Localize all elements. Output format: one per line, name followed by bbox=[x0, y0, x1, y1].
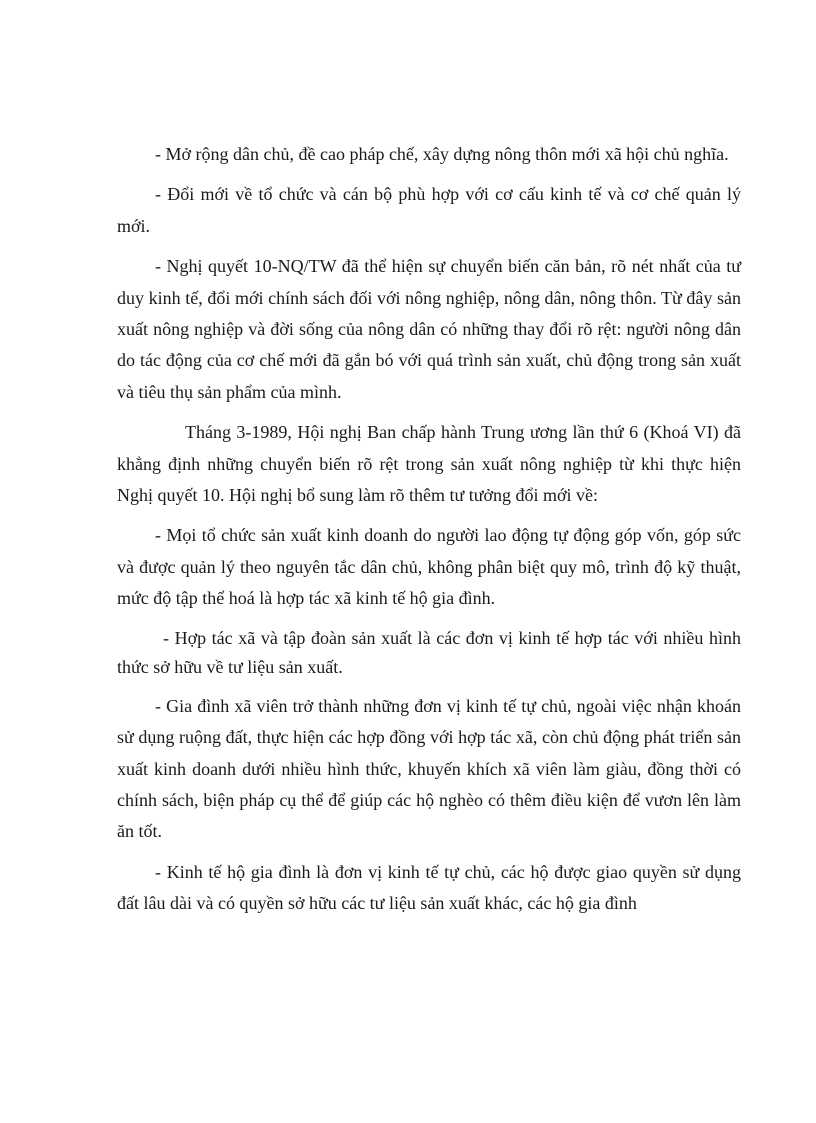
paragraph-member-households: - Gia đình xã viên trở thành những đơn vị kinh tế tự chủ, ngoài việc nhận khoán sử dụng ruộng đất, thực hiện các hợp đồng với hợp tác xã, còn chủ động phát triển sản xuất kinh doanh dưới nhiều hình thức, khuyến khích xã viên làm giàu, đồng thời có chính sách, biện pháp cụ thể để giúp các hộ nghèo có thêm điều kiện để vươn lên làm ăn tốt. bbox=[117, 695, 741, 842]
paragraph-resolution-10: - Nghị quyết 10-NQ/TW đã thể hiện sự chuyển biến căn bản, rõ nét nhất của tư duy kinh tế, đổi mới chính sách đối với nông nghiệp, nông dân, nông thôn. Từ đây sản xuất nông nghiệp và đời sống của nông dân có những thay đổi rõ rệt: người nông dân do tác động của cơ chế mới đã gắn bó với quá trình sản xuất, chủ động trong sản xuất và tiêu thụ sản phẩm của mình. bbox=[117, 256, 741, 402]
paragraph-organization-reform: - Đổi mới về tổ chức và cán bộ phù hợp với cơ cấu kinh tế và cơ chế quản lý mới. bbox=[117, 184, 741, 236]
paragraph-household-economy: - Kinh tế hộ gia đình là đơn vị kinh tế tự chủ, các hộ được giao quyền sử dụng đất lâu dài và có quyền sở hữu các tư liệu sản xuất khác, các hộ gia đình bbox=[117, 861, 741, 914]
paragraph-cooperatives: - Hợp tác xã và tập đoàn sản xuất là các đơn vị kinh tế hợp tác với nhiều hình thức sở hữu về tư liệu sản xuất. bbox=[117, 627, 741, 677]
document-body bbox=[117, 139, 741, 929]
paragraph-production-organizations: - Mọi tổ chức sản xuất kinh doanh do người lao động tự động góp vốn, góp sức và được quản lý theo nguyên tắc dân chủ, không phân biệt quy mô, trình độ kỹ thuật, mức độ tập thể hoá là hợp tác xã kinh tế hộ gia đình. bbox=[117, 525, 741, 609]
paragraph-march-1989-conference: Tháng 3-1989, Hội nghị Ban chấp hành Trung ương lần thứ 6 (Khoá VI) đã khẳng định những chuyển biến rõ rệt trong sản xuất nông nghiệp từ khi thực hiện Nghị quyết 10. Hội nghị bổ sung làm rõ thêm tư tưởng đổi mới về: bbox=[117, 422, 741, 506]
paragraph-democracy: - Mở rộng dân chủ, đề cao pháp chế, xây dựng nông thôn mới xã hội chủ nghĩa. bbox=[155, 144, 729, 164]
